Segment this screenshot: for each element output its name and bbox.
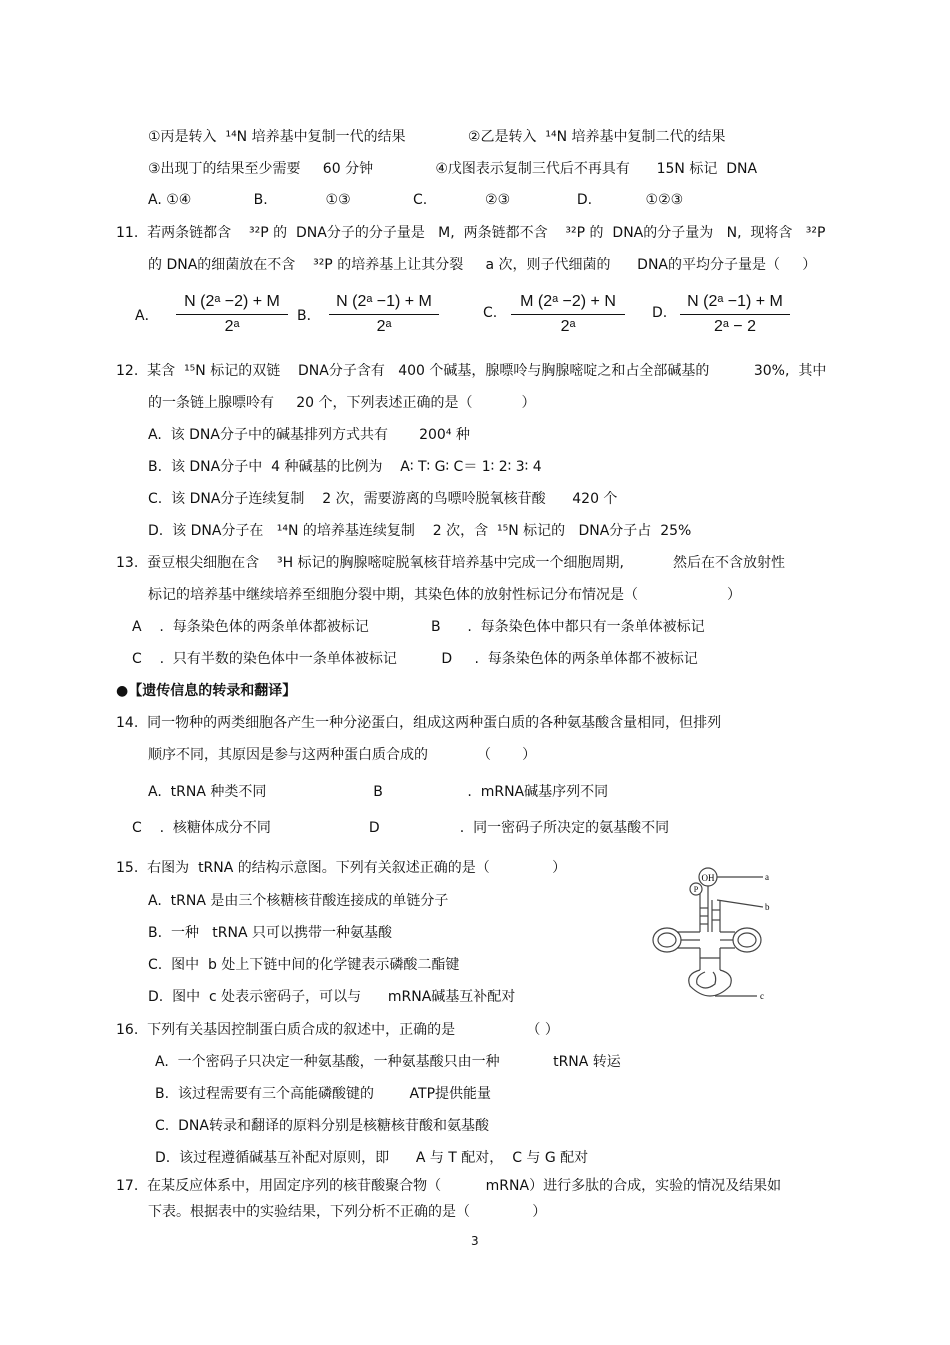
q11-option-b-denominator: 2ᵃ: [376, 318, 392, 335]
q17-stem-line1: 17. 在某反应体系中，用固定序列的核苷酸聚合物（ mRNA）进行多肽的合成，实验的情况及结果如: [116, 1178, 782, 1194]
q11-option-c-numerator: M (2ᵃ −2) + N: [511, 292, 625, 315]
q16-option-a: A. 一个密码子只决定一种氨基酸，一种氨基酸只由一种 tRNA 转运: [155, 1054, 621, 1070]
q12-stem-line1: 12. 某含 ¹⁵N 标记的双链 DNA分子含有 400 个碱基，腺嘌呤与胸腺嘧啶之和占全部碱基的 30%, 其中: [116, 363, 827, 379]
q13-options-cd: C . 只有半数的染色体中一条单体被标记 D . 每条染色体的两条单体都不被标记: [132, 651, 698, 667]
q12-option-c: C. 该 DNA分子连续复制 2 次，需要游离的鸟嘌呤脱氧核苷酸 420 个: [148, 491, 618, 507]
q15-option-c: C. 图中 b 处上下链中间的化学键表示磷酸二酯键: [148, 957, 460, 973]
q13-options-ab: A . 每条染色体的两条单体都被标记 B . 每条染色体中都只有一条单体被标记: [132, 619, 705, 635]
q11-stem-line1: 11. 若两条链都含 ³²P 的 DNA分子的分子量是 M, 两条链都不含 ³²P 的 DNA的分子量为 N, 现将含 ³²P: [116, 225, 826, 241]
q16-option-b: B. 该过程需要有三个高能磷酸键的 ATP提供能量: [155, 1086, 492, 1102]
q13-stem-line1: 13. 蚕豆根尖细胞在含 ³H 标记的胸腺嘧啶脱氧核苷培养基中完成一个细胞周期, 然后在不含放射性: [116, 555, 785, 571]
q11-stem-line2: 的 DNA的细菌放在不含 ³²P 的培养基上让其分裂 a 次，则子代细菌的 DNA的平均分子量是（ ）: [148, 257, 817, 273]
q12-option-a: A. 该 DNA分子中的碱基排列方式共有 200⁴ 种: [148, 427, 470, 443]
q11-option-a-label: A．: [135, 308, 159, 324]
trna-structure-figure: [645, 862, 780, 1002]
q12-option-b: B. 该 DNA分子中 4 种碱基的比例为 A∶ T∶ G∶ C＝ 1∶ 2∶ 3∶ 4: [148, 459, 542, 475]
q11-option-a-fraction: [176, 292, 288, 337]
q15-option-a: A. tRNA 是由三个核糖核苷酸连接成的单链分子: [148, 893, 449, 909]
q16-option-c: C. DNA转录和翻译的原料分别是核糖核苷酸和氨基酸: [155, 1118, 489, 1134]
q11-option-d-label: D.: [652, 305, 668, 321]
q14-stem-line2: 顺序不同，其原因是参与这两种蛋白质合成的 （ ）: [148, 747, 537, 763]
q11-option-a-denominator: 2ᵃ: [224, 318, 240, 335]
section-heading: ●【遗传信息的转录和翻译】: [116, 683, 297, 699]
trna-oh-label: OH: [701, 873, 715, 883]
trna-label-c: c: [760, 991, 764, 1001]
q11-option-d-fraction: [680, 292, 790, 337]
q14-options-ab: A. tRNA 种类不同 B . mRNA碱基序列不同: [148, 784, 609, 800]
q15-option-d: D. 图中 c 处表示密码子，可以与 mRNA碱基互补配对: [148, 989, 516, 1005]
q11-option-d-numerator: N (2ᵃ −1) + M: [680, 292, 790, 315]
q15-option-b: B. 一种 tRNA 只可以携带一种氨基酸: [148, 925, 393, 941]
q10-statement-3-4: ③出现丁的结果至少需要 60 分钟 ④戊图表示复制三代后不再具有 15N 标记 DNA: [148, 161, 758, 177]
q11-option-c-fraction: [511, 292, 625, 337]
q11-option-c-denominator: 2ᵃ: [560, 318, 576, 335]
q17-stem-line2: 下表。根据表中的实验结果，下列分析不正确的是（ ）: [148, 1204, 547, 1220]
q11-option-b-numerator: N (2ᵃ −1) + M: [329, 292, 439, 315]
q11-option-b-fraction: [329, 292, 439, 337]
trna-label-b: b: [765, 902, 770, 912]
q12-stem-line2: 的一条链上腺嘌呤有 20 个，下列表述正确的是（ ）: [148, 395, 536, 411]
q12-option-d: D. 该 DNA分子在 ¹⁴N 的培养基连续复制 2 次，含 ¹⁵N 标记的 DNA分子占 25%: [148, 523, 692, 539]
q10-statement-1-2: ①丙是转入 ¹⁴N 培养基中复制一代的结果 ②乙是转入 ¹⁴N 培养基中复制二代的结果: [148, 129, 726, 145]
q16-option-d: D. 该过程遵循碱基互补配对原则，即 A 与 T 配对， C 与 G 配对: [155, 1150, 589, 1166]
q11-option-a-numerator: N (2ᵃ −2) + M: [176, 292, 288, 315]
q14-options-cd: C . 核糖体成分不同 D . 同一密码子所决定的氨基酸不同: [132, 820, 670, 836]
trna-label-a: a: [765, 872, 769, 882]
q11-option-b-label: B．: [297, 308, 321, 324]
page-number: 3: [471, 1234, 479, 1248]
q11-option-c-label: C.: [483, 305, 498, 321]
q15-stem: 15. 右图为 tRNA 的结构示意图。下列有关叙述正确的是（ ）: [116, 860, 567, 876]
q13-stem-line2: 标记的培养基中继续培养至细胞分裂中期，其染色体的放射性标记分布情况是（ ）: [148, 587, 742, 603]
q10-options: A. ①④ B. ①③ C. ②③ D. ①②③: [148, 192, 684, 208]
q16-stem: 16. 下列有关基因控制蛋白质合成的叙述中，正确的是 （ ）: [116, 1022, 559, 1038]
q11-option-d-denominator: 2ᵃ − 2: [714, 318, 756, 335]
q14-stem-line1: 14. 同一物种的两类细胞各产生一种分泌蛋白，组成这两种蛋白质的各种氨基酸含量相同，但排列: [116, 715, 722, 731]
trna-p-label: P: [693, 885, 699, 894]
